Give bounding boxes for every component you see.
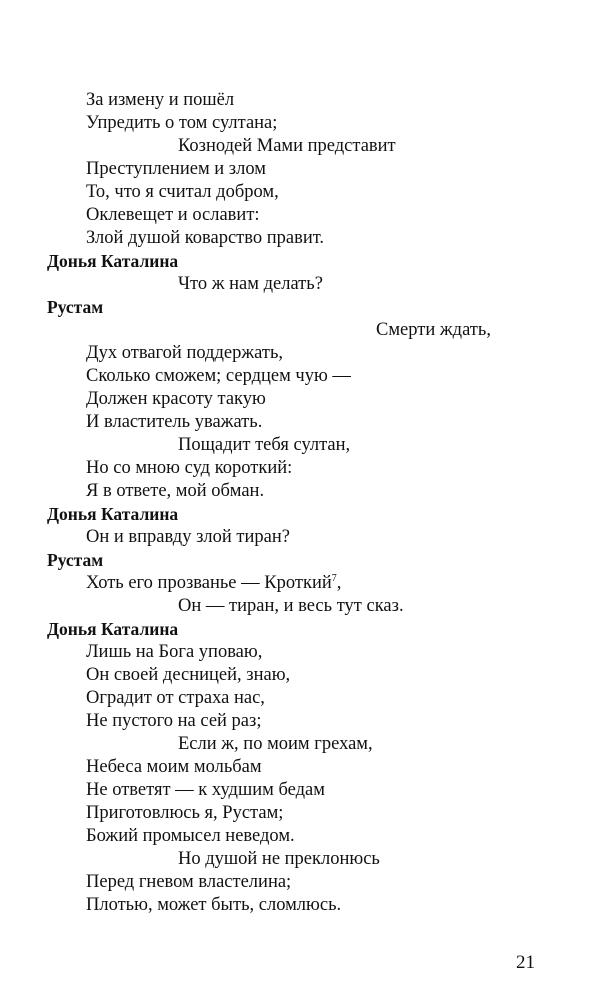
verse-line: Преступлением и злом <box>86 159 266 179</box>
verse-line: Что ж нам делать? <box>178 274 323 294</box>
verse-line: Лишь на Бога уповаю, <box>86 642 263 662</box>
verse-line: Упредить о том султана; <box>86 113 278 133</box>
verse-line <box>86 572 341 594</box>
speaker-name: Донья Каталина <box>47 251 179 271</box>
verse-line: Я в ответе, мой обман. <box>86 481 265 501</box>
verse-line: Должен красоту такую <box>86 389 266 409</box>
footnote-mark: 7 <box>331 572 337 584</box>
verse-comma: , <box>336 573 342 593</box>
verse-line: Но со мною суд короткий: <box>86 458 293 478</box>
verse-line: И властитель уважать. <box>86 412 263 432</box>
verse-line: Плотью, может быть, сломлюсь. <box>86 895 342 915</box>
verse-line: Он — тиран, и весь тут сказ. <box>178 596 404 616</box>
verse-line: Сколько сможем; сердцем чую — <box>86 366 351 386</box>
speaker-name: Рустам <box>47 550 104 570</box>
speaker-name: Донья Каталина <box>47 619 179 639</box>
speaker-name: Рустам <box>47 297 104 317</box>
verse-text: Хоть его прозванье — Кроткий <box>86 573 332 593</box>
verse-line: Не ответят — к худшим бедам <box>86 780 325 800</box>
verse-line: За измену и пошёл <box>86 90 235 110</box>
verse-line: Он и вправду злой тиран? <box>86 527 290 547</box>
verse-line: Оклевещет и ославит: <box>86 205 260 225</box>
verse-line: Но душой не преклонюсь <box>178 849 380 869</box>
verse-line: Дух отвагой поддержать, <box>86 343 284 363</box>
verse-line: Божий промысел неведом. <box>86 826 295 846</box>
verse-line: Злой душой коварство правит. <box>86 228 325 248</box>
speaker-name: Донья Каталина <box>47 504 179 524</box>
verse-line: Небеса моим мольбам <box>86 757 262 777</box>
verse-line: Перед гневом властелина; <box>86 872 292 892</box>
verse-line: Смерти ждать, <box>376 320 491 340</box>
verse-line: Оградит от страха нас, <box>86 688 265 708</box>
page-number: 21 <box>516 952 535 973</box>
verse-line: Кознодей Мами представит <box>178 136 396 156</box>
verse-line: То, что я считал добром, <box>86 182 279 202</box>
verse-line: Если ж, по моим грехам, <box>178 734 373 754</box>
verse-line: Пощадит тебя султан, <box>178 435 351 455</box>
verse-line: Не пустого на сей раз; <box>86 711 262 731</box>
verse-line: Приготовлюсь я, Рустам; <box>86 803 284 823</box>
verse-line: Он своей десницей, знаю, <box>86 665 291 685</box>
